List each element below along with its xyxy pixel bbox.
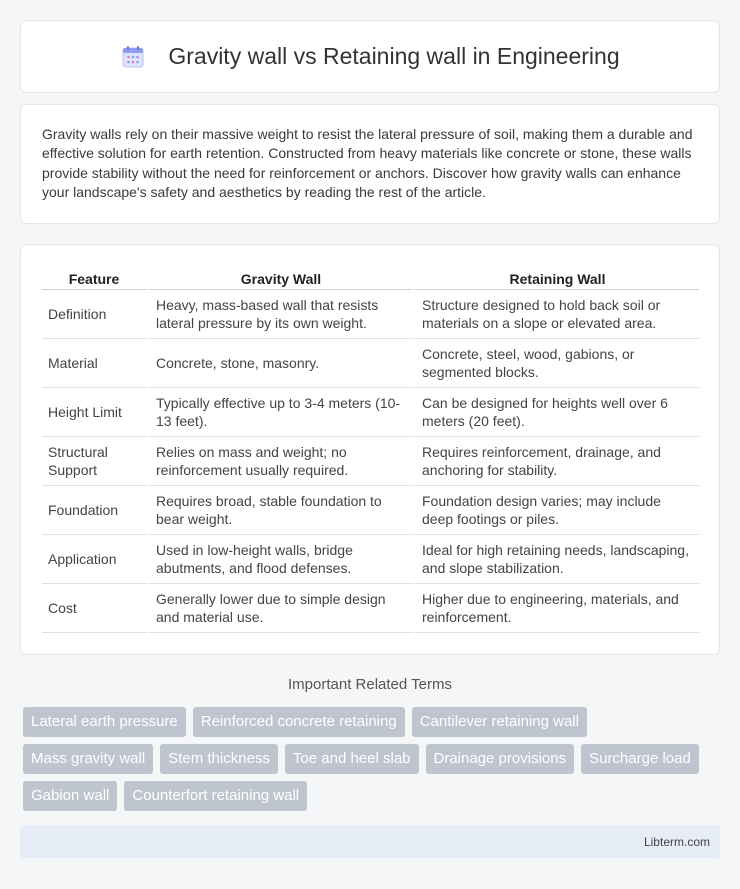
retaining-cell: Higher due to engineering, materials, and reinforcement.	[412, 584, 699, 633]
footer-site-link[interactable]: Libterm.com	[643, 834, 710, 849]
related-term-tag[interactable]: Cantilever retaining wall	[412, 707, 587, 737]
gravity-cell: Typically effective up to 3-4 meters (10-13 feet).	[146, 388, 412, 437]
related-term-tag[interactable]: Toe and heel slab	[285, 744, 419, 774]
related-term-tag[interactable]: Gabion wall	[23, 781, 117, 811]
feature-cell: Foundation	[42, 486, 146, 535]
related-term-tag[interactable]: Surcharge load	[581, 744, 699, 774]
intro-card	[20, 104, 720, 224]
table-row	[42, 584, 699, 633]
related-term-tag[interactable]: Lateral earth pressure	[23, 707, 186, 737]
header-retaining-wall: Retaining Wall	[412, 265, 699, 290]
retaining-cell: Structure designed to hold back soil or materials on a slope or elevated area.	[412, 290, 699, 339]
related-term-tag[interactable]: Drainage provisions	[426, 744, 575, 774]
header-gravity-wall: Gravity Wall	[146, 265, 412, 290]
retaining-cell: Can be designed for heights well over 6 meters (20 feet).	[412, 388, 699, 437]
table-row	[42, 486, 699, 535]
related-term-tag[interactable]: Stem thickness	[160, 744, 278, 774]
calendar-icon	[120, 44, 146, 70]
related-term-tag[interactable]: Reinforced concrete retaining	[193, 707, 405, 737]
related-terms-list	[23, 707, 723, 818]
comparison-table	[42, 265, 699, 633]
related-term-tag[interactable]: Mass gravity wall	[23, 744, 153, 774]
table-row	[42, 437, 699, 486]
feature-cell: Structural Support	[42, 437, 146, 486]
retaining-cell: Ideal for high retaining needs, landscaping, and slope stabilization.	[412, 535, 699, 584]
header-feature: Feature	[42, 265, 146, 290]
comparison-card	[20, 244, 720, 655]
feature-cell: Definition	[42, 290, 146, 339]
footer	[20, 825, 720, 858]
gravity-cell: Requires broad, stable foundation to bear weight.	[146, 486, 412, 535]
table-row	[42, 535, 699, 584]
related-terms-heading: Important Related Terms	[288, 676, 452, 693]
feature-cell: Application	[42, 535, 146, 584]
related-term-tag[interactable]: Counterfort retaining wall	[124, 781, 307, 811]
page-title: Gravity wall vs Retaining wall in Engineering	[168, 43, 620, 69]
feature-cell: Height Limit	[42, 388, 146, 437]
gravity-cell: Heavy, mass-based wall that resists lateral pressure by its own weight.	[146, 290, 412, 339]
table-row	[42, 290, 699, 339]
table-header-row	[42, 265, 699, 290]
retaining-cell: Concrete, steel, wood, gabions, or segmented blocks.	[412, 339, 699, 388]
intro-text: Gravity walls rely on their massive weight to resist the lateral pressure of soil, making them a durable and effective solution for earth retention. Constructed from heavy materials like concrete or stone, these walls provide stability without the need for reinforcement or anchors. Discover how gravity walls can enhance your landscape's safety and aesthetics by reading the rest of the article.	[42, 126, 693, 200]
table-row	[42, 388, 699, 437]
gravity-cell: Generally lower due to simple design and material use.	[146, 584, 412, 633]
retaining-cell: Requires reinforcement, drainage, and anchoring for stability.	[412, 437, 699, 486]
feature-cell: Cost	[42, 584, 146, 633]
gravity-cell: Concrete, stone, masonry.	[146, 339, 412, 388]
table-row	[42, 339, 699, 388]
feature-cell: Material	[42, 339, 146, 388]
title-card	[20, 20, 720, 93]
retaining-cell: Foundation design varies; may include deep footings or piles.	[412, 486, 699, 535]
gravity-cell: Used in low-height walls, bridge abutments, and flood defenses.	[146, 535, 412, 584]
gravity-cell: Relies on mass and weight; no reinforcement usually required.	[146, 437, 412, 486]
